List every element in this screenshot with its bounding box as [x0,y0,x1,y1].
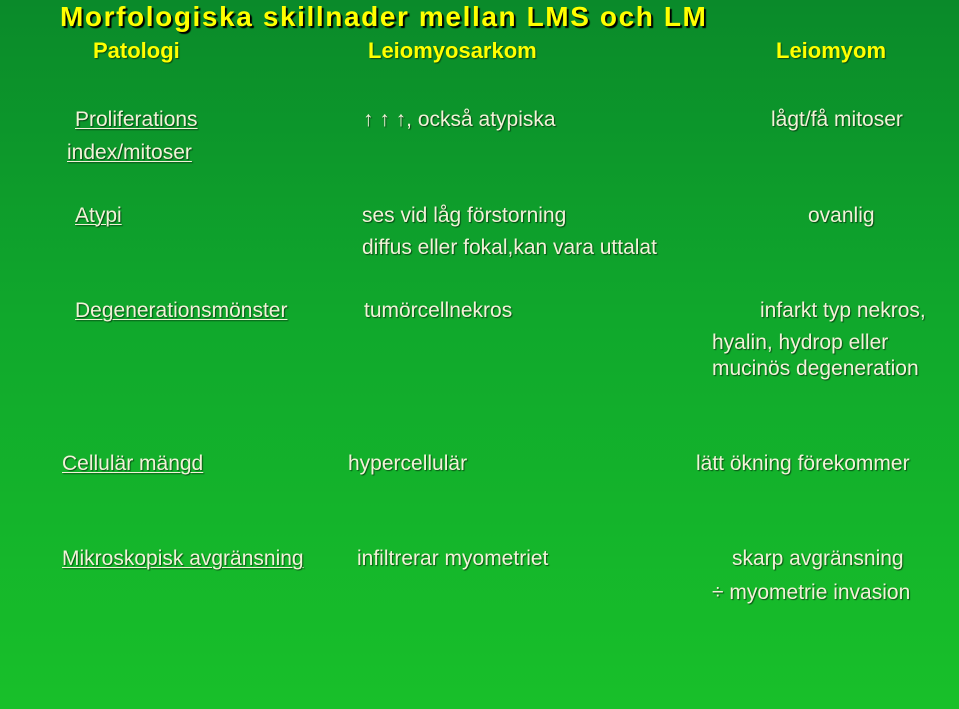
row-label-proliferation: Proliferations [75,108,198,131]
cellular-leiomyom: lätt ökning förekommer [696,452,910,475]
slide-title: Morfologiska skillnader mellan LMS och LM [60,1,708,32]
header-leiomyom: Leiomyom [776,38,887,63]
border-leiomyosarkom: infiltrerar myometriet [357,547,549,570]
degeneration-leiomyom-line1: infarkt typ nekros, [760,299,926,322]
header-leiomyosarkom: Leiomyosarkom [368,38,537,63]
proliferation-leiomyosarkom: ↑ ↑ ↑, också atypiska [363,108,556,131]
degeneration-leiomyosarkom: tumörcellnekros [364,299,513,322]
row-label-atypi: Atypi [75,204,122,227]
degeneration-leiomyom-line2: hyalin, hydrop eller [712,331,889,354]
row-label-proliferation-line2: index/mitoser [67,141,192,164]
row-label-degeneration: Degenerationsmönster [75,299,288,322]
row-label-cellular: Cellulär mängd [62,452,204,475]
border-leiomyom-line2: ÷ myometrie invasion [712,581,911,604]
row-label-border: Mikroskopisk avgränsning [62,547,304,570]
atypi-leiomyosarkom-line1: ses vid låg förstorning [362,204,567,227]
border-leiomyom-line1: skarp avgränsning [732,547,904,570]
proliferation-leiomyom: lågt/få mitoser [771,108,903,131]
cellular-leiomyosarkom: hypercellulär [348,452,468,475]
atypi-leiomyom: ovanlig [808,204,875,227]
atypi-leiomyosarkom-line2: diffus eller fokal,kan vara uttalat [362,236,657,259]
degeneration-leiomyom-line3: mucinös degeneration [712,357,919,380]
header-patologi: Patologi [93,38,180,63]
